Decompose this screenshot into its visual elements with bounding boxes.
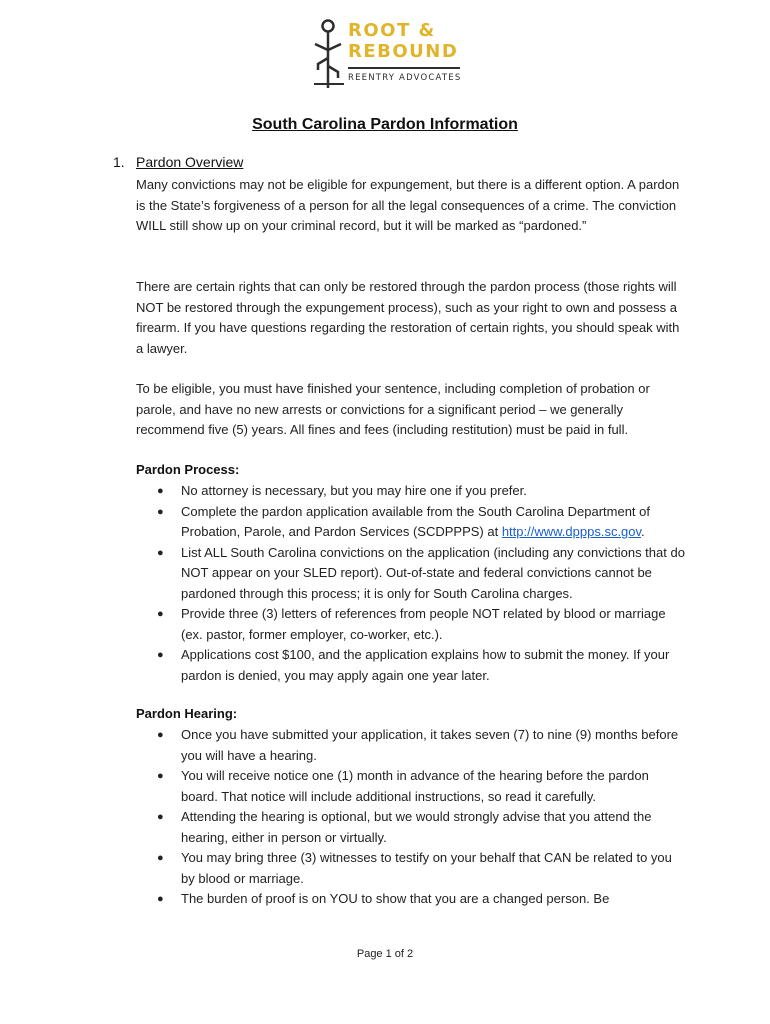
bullet-icon: ● bbox=[157, 649, 164, 661]
section-heading: Pardon Overview bbox=[136, 154, 244, 170]
list-item: ● Provide three (3) letters of references from people NOT related by blood or marriage (ex. pastor, former employer, co-worker, etc.). bbox=[157, 606, 666, 642]
bullet-icon: ● bbox=[157, 546, 164, 559]
bullet-icon: ● bbox=[157, 811, 164, 823]
list-item: ● You will receive notice one (1) month in advance of the hearing before the pardon board. That notice will include additional instructions, so read it carefully. bbox=[157, 768, 649, 804]
list-item: ● Once you have submitted your application, it takes seven (7) to nine (9) months before you will have a hearing. bbox=[157, 727, 679, 763]
person-root-icon bbox=[310, 18, 346, 90]
overview-paragraph-3: To be eligible, you must have finished your sentence, including completion of probation or parole, and have no new arrests or convictions for a significant period – we generally recommend five (5) years. All fines and fees (including restitution) must be paid in full. bbox=[136, 381, 650, 437]
root-and-rebound-logo bbox=[310, 18, 465, 90]
page-number: Page 1 of 2 bbox=[356, 948, 414, 960]
bullet-icon: ● bbox=[157, 893, 164, 905]
logo-line-2: REBOUND bbox=[348, 41, 459, 62]
logo-line-1: ROOT & bbox=[348, 20, 436, 41]
dppps-website-link[interactable]: http://www.dppps.sc.gov bbox=[501, 524, 642, 539]
list-item: ● The burden of proof is on YOU to show that you are a changed person. Be bbox=[136, 889, 686, 910]
list-item: ● Complete the pardon application available from the South Carolina Department of Probation, Parole, and Pardon Services (SCDPPPS) at http://www.dppps.sc.gov. bbox=[157, 503, 650, 539]
hearing-heading: Pardon Hearing: bbox=[136, 706, 238, 721]
overview-paragraph-2: There are certain rights that can only be restored through the pardon process (those rights will NOT be restored through the expungement process), such as your right to own and possess a firearm. If you have questions regarding the restoration of certain rights, you should speak with a lawyer. bbox=[136, 279, 680, 356]
bullet-icon: ● bbox=[157, 852, 164, 864]
process-heading: Pardon Process: bbox=[136, 462, 240, 477]
list-item: ● No attorney is necessary, but you may hire one if you prefer. bbox=[136, 481, 686, 502]
logo-divider bbox=[348, 67, 460, 69]
section-number: 1. bbox=[113, 154, 125, 170]
list-item: ● Attending the hearing is optional, but we would strongly advise that you attend the hearing, either in person or virtually. bbox=[157, 809, 652, 845]
hearing-list bbox=[136, 725, 686, 910]
list-item: ● List ALL South Carolina convictions on the application (including any convictions that do NOT appear on your SLED report). Out-of-state and federal convictions cannot be pardoned through this process; it is only for South Carolina charges. bbox=[157, 544, 685, 601]
list-item: ● You may bring three (3) witnesses to testify on your behalf that CAN be related to you by blood or marriage. bbox=[157, 850, 672, 886]
bullet-icon: ● bbox=[157, 729, 164, 741]
bullet-icon: ● bbox=[157, 608, 164, 620]
logo-tagline: REENTRY ADVOCATES bbox=[348, 73, 462, 83]
process-list bbox=[136, 481, 686, 686]
overview-paragraph-1: Many convictions may not be eligible for expungement, but there is a different option. A pardon is the State’s forgiveness of a person for all the legal consequences of a crime. The conviction WILL still show up on your criminal record, but it will be marked as “pardoned.” bbox=[136, 177, 680, 233]
bullet-icon: ● bbox=[157, 505, 164, 518]
list-item: ● Applications cost $100, and the application explains how to submit the money. If your pardon is denied, you may apply again one year later. bbox=[157, 647, 670, 683]
page-title: South Carolina Pardon Information bbox=[252, 116, 518, 133]
bullet-icon: ● bbox=[157, 770, 164, 782]
bullet-icon: ● bbox=[157, 485, 164, 497]
